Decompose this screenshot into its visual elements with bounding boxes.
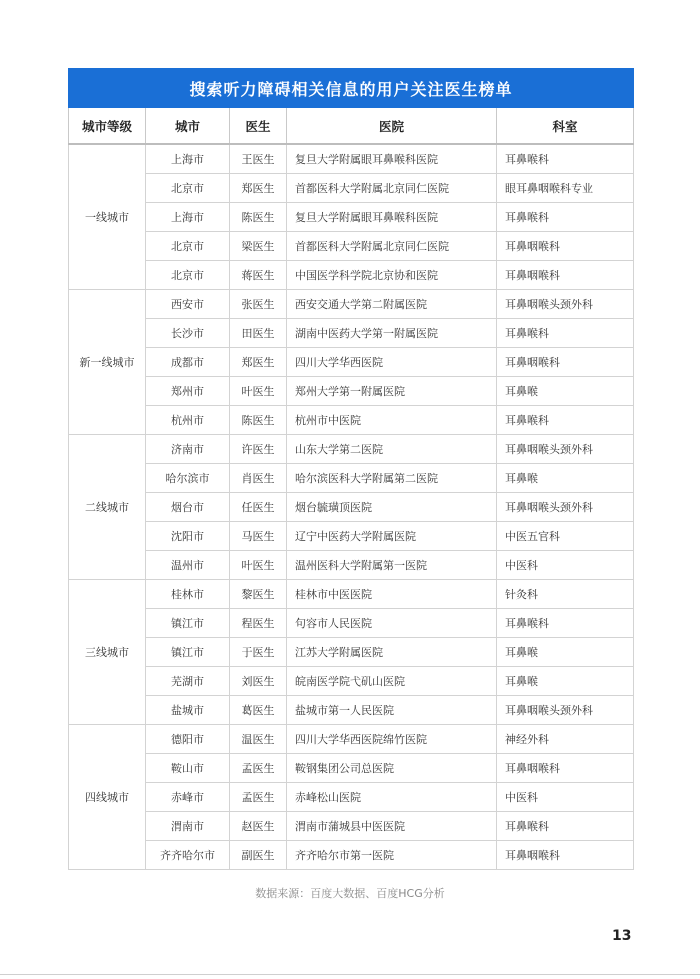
- hospital-cell: 中国医学科学院北京协和医院: [287, 261, 497, 290]
- doctor-cell: 蒋医生: [230, 261, 287, 290]
- doctor-cell: 程医生: [230, 609, 287, 638]
- city-cell: 镇江市: [146, 638, 230, 667]
- department-cell: 耳鼻咽喉头颈外科: [497, 493, 634, 522]
- table-row: [69, 144, 634, 174]
- table-body: [69, 144, 634, 870]
- department-cell: 耳鼻咽喉科: [497, 232, 634, 261]
- city-cell: 渭南市: [146, 812, 230, 841]
- hospital-cell: 皖南医学院弋矶山医院: [287, 667, 497, 696]
- city-cell: 温州市: [146, 551, 230, 580]
- doctor-cell: 陈医生: [230, 406, 287, 435]
- table-row: [69, 667, 634, 696]
- city-cell: 赤峰市: [146, 783, 230, 812]
- city-cell: 烟台市: [146, 493, 230, 522]
- department-cell: 耳鼻喉: [497, 667, 634, 696]
- doctor-ranking-table-container: [68, 68, 633, 870]
- city-tier-cell: 新一线城市: [69, 290, 146, 435]
- city-cell: 鞍山市: [146, 754, 230, 783]
- hospital-cell: 赤峰松山医院: [287, 783, 497, 812]
- page-number: 13: [612, 928, 632, 944]
- hospital-cell: 四川大学华西医院绵竹医院: [287, 725, 497, 754]
- city-tier-cell: 一线城市: [69, 144, 146, 290]
- city-tier-cell: 二线城市: [69, 435, 146, 580]
- hospital-cell: 首都医科大学附属北京同仁医院: [287, 174, 497, 203]
- city-cell: 桂林市: [146, 580, 230, 609]
- city-tier-cell: 四线城市: [69, 725, 146, 870]
- doctor-cell: 梁医生: [230, 232, 287, 261]
- table-row: [69, 203, 634, 232]
- department-cell: 耳鼻喉科: [497, 406, 634, 435]
- city-cell: 成都市: [146, 348, 230, 377]
- data-source-note: 数据来源：百度大数据、百度HCG分析: [255, 887, 445, 900]
- table-row: [69, 261, 634, 290]
- hospital-cell: 齐齐哈尔市第一医院: [287, 841, 497, 870]
- table-row: [69, 754, 634, 783]
- city-tier-cell: 三线城市: [69, 580, 146, 725]
- doctor-cell: 陈医生: [230, 203, 287, 232]
- doctor-cell: 王医生: [230, 144, 287, 174]
- city-cell: 杭州市: [146, 406, 230, 435]
- city-cell: 西安市: [146, 290, 230, 319]
- table-row: [69, 290, 634, 319]
- department-cell: 耳鼻咽喉头颈外科: [497, 290, 634, 319]
- department-cell: 耳鼻喉: [497, 638, 634, 667]
- table-row: [69, 609, 634, 638]
- doctor-cell: 葛医生: [230, 696, 287, 725]
- department-cell: 耳鼻喉科: [497, 144, 634, 174]
- doctor-cell: 赵医生: [230, 812, 287, 841]
- doctor-cell: 肖医生: [230, 464, 287, 493]
- city-cell: 德阳市: [146, 725, 230, 754]
- department-cell: 中医科: [497, 783, 634, 812]
- doctor-cell: 马医生: [230, 522, 287, 551]
- table-row: [69, 435, 634, 464]
- table-row: [69, 406, 634, 435]
- doctor-ranking-table: [68, 68, 634, 870]
- city-cell: 齐齐哈尔市: [146, 841, 230, 870]
- table-row: [69, 725, 634, 754]
- table-row: [69, 580, 634, 609]
- department-cell: 耳鼻喉: [497, 464, 634, 493]
- header-doctor: 医生: [230, 108, 287, 145]
- city-cell: 上海市: [146, 203, 230, 232]
- doctor-cell: 孟医生: [230, 754, 287, 783]
- bottom-divider: [0, 974, 700, 975]
- table-row: [69, 551, 634, 580]
- table-row: [69, 696, 634, 725]
- city-cell: 镇江市: [146, 609, 230, 638]
- department-cell: 耳鼻咽喉科: [497, 348, 634, 377]
- table-row: [69, 812, 634, 841]
- city-cell: 上海市: [146, 144, 230, 174]
- table-row: [69, 377, 634, 406]
- hospital-cell: 烟台毓璜顶医院: [287, 493, 497, 522]
- department-cell: 耳鼻喉科: [497, 203, 634, 232]
- table-row: [69, 348, 634, 377]
- city-cell: 芜湖市: [146, 667, 230, 696]
- doctor-cell: 温医生: [230, 725, 287, 754]
- department-cell: 中医科: [497, 551, 634, 580]
- hospital-cell: 首都医科大学附属北京同仁医院: [287, 232, 497, 261]
- hospital-cell: 西安交通大学第二附属医院: [287, 290, 497, 319]
- city-cell: 哈尔滨市: [146, 464, 230, 493]
- table-row: [69, 464, 634, 493]
- city-cell: 沈阳市: [146, 522, 230, 551]
- city-cell: 盐城市: [146, 696, 230, 725]
- city-cell: 北京市: [146, 232, 230, 261]
- city-cell: 北京市: [146, 174, 230, 203]
- doctor-cell: 许医生: [230, 435, 287, 464]
- hospital-cell: 江苏大学附属医院: [287, 638, 497, 667]
- doctor-cell: 张医生: [230, 290, 287, 319]
- doctor-cell: 刘医生: [230, 667, 287, 696]
- header-hospital: 医院: [287, 108, 497, 145]
- doctor-cell: 副医生: [230, 841, 287, 870]
- hospital-cell: 鞍钢集团公司总医院: [287, 754, 497, 783]
- table-row: [69, 638, 634, 667]
- department-cell: 耳鼻咽喉科: [497, 841, 634, 870]
- table-row: [69, 783, 634, 812]
- department-cell: 神经外科: [497, 725, 634, 754]
- department-cell: 耳鼻咽喉科: [497, 261, 634, 290]
- hospital-cell: 句容市人民医院: [287, 609, 497, 638]
- hospital-cell: 桂林市中医医院: [287, 580, 497, 609]
- hospital-cell: 哈尔滨医科大学附属第二医院: [287, 464, 497, 493]
- city-cell: 长沙市: [146, 319, 230, 348]
- department-cell: 眼耳鼻咽喉科专业: [497, 174, 634, 203]
- city-cell: 济南市: [146, 435, 230, 464]
- table-row: [69, 319, 634, 348]
- hospital-cell: 郑州大学第一附属医院: [287, 377, 497, 406]
- hospital-cell: 山东大学第二医院: [287, 435, 497, 464]
- hospital-cell: 盐城市第一人民医院: [287, 696, 497, 725]
- doctor-cell: 叶医生: [230, 551, 287, 580]
- doctor-cell: 郑医生: [230, 348, 287, 377]
- doctor-cell: 郑医生: [230, 174, 287, 203]
- hospital-cell: 辽宁中医药大学附属医院: [287, 522, 497, 551]
- department-cell: 耳鼻喉: [497, 377, 634, 406]
- department-cell: 耳鼻咽喉头颈外科: [497, 696, 634, 725]
- department-cell: 耳鼻喉科: [497, 319, 634, 348]
- city-cell: 郑州市: [146, 377, 230, 406]
- table-row: [69, 493, 634, 522]
- hospital-cell: 温州医科大学附属第一医院: [287, 551, 497, 580]
- table-row: [69, 841, 634, 870]
- hospital-cell: 渭南市蒲城县中医医院: [287, 812, 497, 841]
- hospital-cell: 湖南中医药大学第一附属医院: [287, 319, 497, 348]
- table-row: [69, 232, 634, 261]
- doctor-cell: 于医生: [230, 638, 287, 667]
- department-cell: 耳鼻咽喉科: [497, 754, 634, 783]
- doctor-cell: 叶医生: [230, 377, 287, 406]
- doctor-cell: 黎医生: [230, 580, 287, 609]
- department-cell: 中医五官科: [497, 522, 634, 551]
- city-cell: 北京市: [146, 261, 230, 290]
- department-cell: 耳鼻咽喉头颈外科: [497, 435, 634, 464]
- header-department: 科室: [497, 108, 634, 145]
- doctor-cell: 任医生: [230, 493, 287, 522]
- hospital-cell: 四川大学华西医院: [287, 348, 497, 377]
- table-row: [69, 174, 634, 203]
- header-city: 城市: [146, 108, 230, 145]
- table-title: 搜索听力障碍相关信息的用户关注医生榜单: [69, 69, 634, 108]
- doctor-cell: 孟医生: [230, 783, 287, 812]
- department-cell: 耳鼻喉科: [497, 609, 634, 638]
- header-city-tier: 城市等级: [69, 108, 146, 145]
- doctor-cell: 田医生: [230, 319, 287, 348]
- hospital-cell: 复旦大学附属眼耳鼻喉科医院: [287, 144, 497, 174]
- department-cell: 针灸科: [497, 580, 634, 609]
- table-row: [69, 522, 634, 551]
- hospital-cell: 复旦大学附属眼耳鼻喉科医院: [287, 203, 497, 232]
- hospital-cell: 杭州市中医院: [287, 406, 497, 435]
- department-cell: 耳鼻喉科: [497, 812, 634, 841]
